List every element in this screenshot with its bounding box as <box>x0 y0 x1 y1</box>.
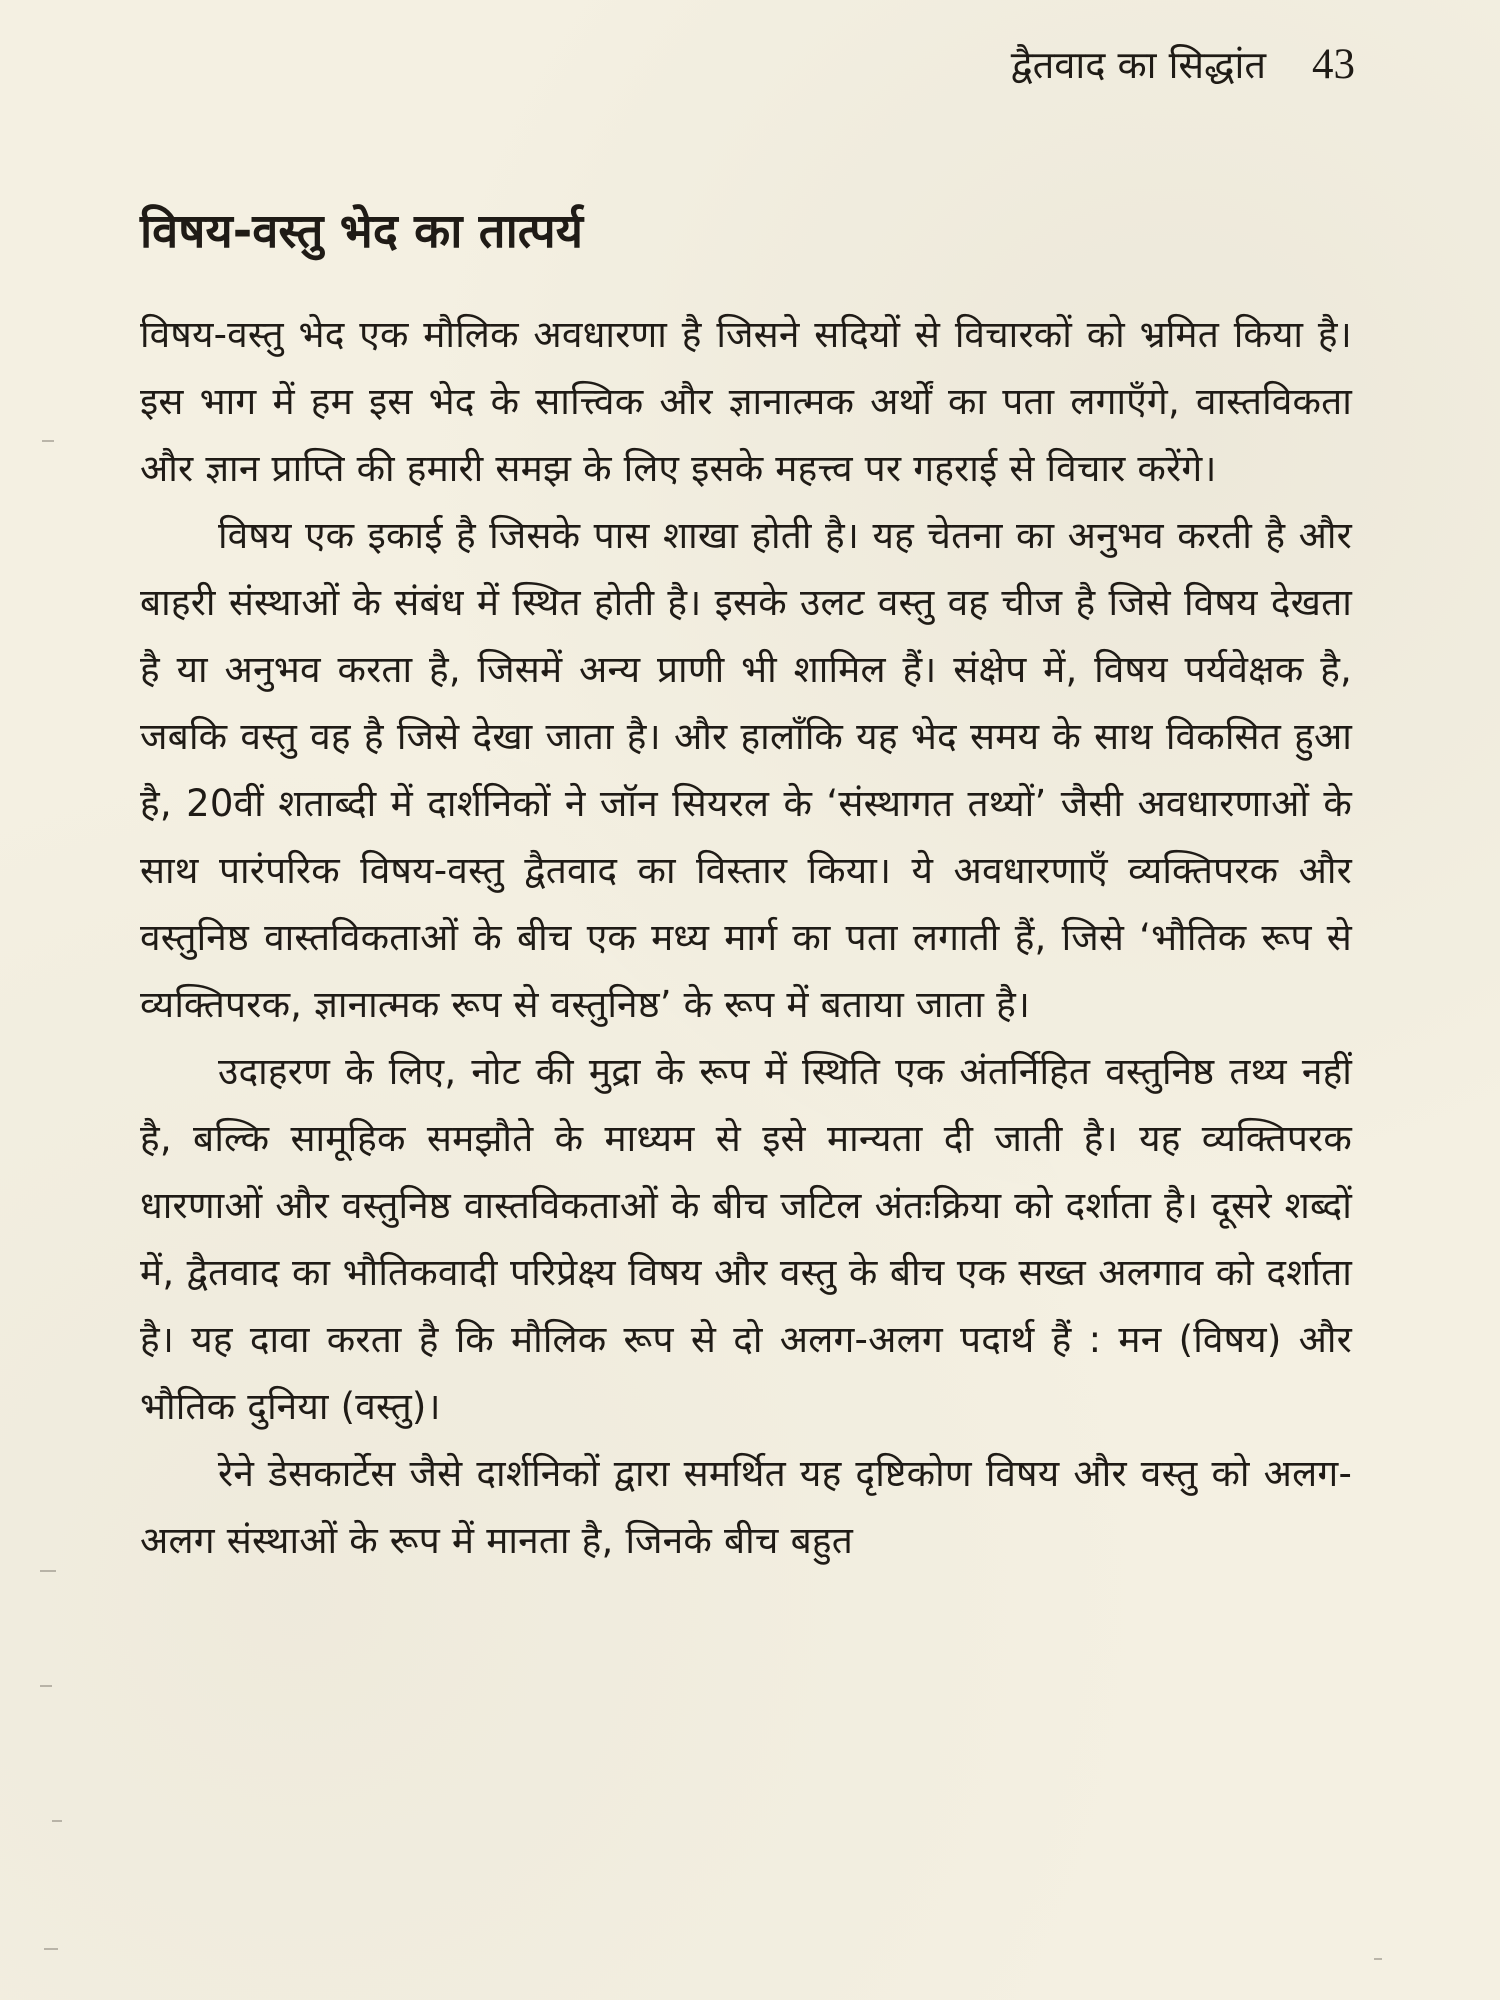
scan-speck <box>40 1570 56 1572</box>
running-head-title: द्वैतवाद का सिद्धांत <box>1010 43 1266 87</box>
scan-speck <box>44 1948 58 1950</box>
paragraph-example: उदाहरण के लिए, नोट की मुद्रा के रूप में स्थिति एक अंतर्निहित वस्तुनिष्ठ तथ्य नहीं है, बल्कि सामूहिक समझौते के माध्यम से इसे मान्यता दी जाती है। यह व्यक्तिपरक धारणाओं और वस्तुनिष्ठ वास्तविकताओं के बीच जटिल अंतःक्रिया को दर्शाता है। दूसरे शब्दों में, द्वैतवाद का भौतिकवादी परिप्रेक्ष्य विषय और वस्तु के बीच एक सख्त अलगाव को दर्शाता है। यह दावा करता है कि मौलिक रूप से दो अलग-अलग पदार्थ हैं : मन (विषय) और भौतिक दुनिया (वस्तु)। <box>140 1050 1352 1429</box>
paragraph-intro: विषय-वस्तु भेद एक मौलिक अवधारणा है जिसने सदियों से विचारकों को भ्रमित किया है। इस भाग में हम इस भेद के सात्त्विक और ज्ञानात्मक अर्थों का पता लगाएँगे, वास्तविकता और ज्ञान प्राप्ति की हमारी समझ के लिए इसके महत्त्व पर गहराई से विचार करेंगे। <box>140 313 1352 491</box>
page-number: 43 <box>1312 41 1355 88</box>
scan-speck <box>42 440 54 442</box>
scan-speck <box>1374 1958 1382 1960</box>
scan-speck <box>52 1820 62 1822</box>
section-heading: विषय-वस्तु भेद का तात्पर्य <box>140 204 583 259</box>
paragraph-subject-object: विषय एक इकाई है जिसके पास शाखा होती है। यह चेतना का अनुभव करती है और बाहरी संस्थाओं के संबंध में स्थित होती है। इसके उलट वस्तु वह चीज है जिसे विषय देखता है या अनुभव करता है, जिसमें अन्य प्राणी भी शामिल हैं। संक्षेप में, विषय पर्यवेक्षक है, जबकि वस्तु वह है जिसे देखा जाता है। और हालाँकि यह भेद समय के साथ विकसित हुआ है, 20वीं शताब्दी में दार्शनिकों ने जॉन सियरल के ‘संस्थागत तथ्यों’ जैसी अवधारणाओं के साथ पारंपरिक विषय-वस्तु द्वैतवाद का विस्तार किया। ये अवधारणाएँ व्यक्तिपरक और वस्तुनिष्ठ वास्तविकताओं के बीच एक मध्य मार्ग का पता लगाती हैं, जिसे ‘भौतिक रूप से व्यक्तिपरक, ज्ञानात्मक रूप से वस्तुनिष्ठ’ के रूप में बताया जाता है। <box>140 514 1352 1027</box>
paragraph-descartes: रेने डेसकार्टेस जैसे दार्शनिकों द्वारा समर्थित यह दृष्टिकोण विषय और वस्तु को अलग-अलग संस्थाओं के रूप में मानता है, जिनके बीच बहुत <box>140 1452 1352 1563</box>
page-content <box>140 205 1352 1574</box>
running-head <box>1011 38 1355 90</box>
scan-speck <box>40 1685 52 1687</box>
